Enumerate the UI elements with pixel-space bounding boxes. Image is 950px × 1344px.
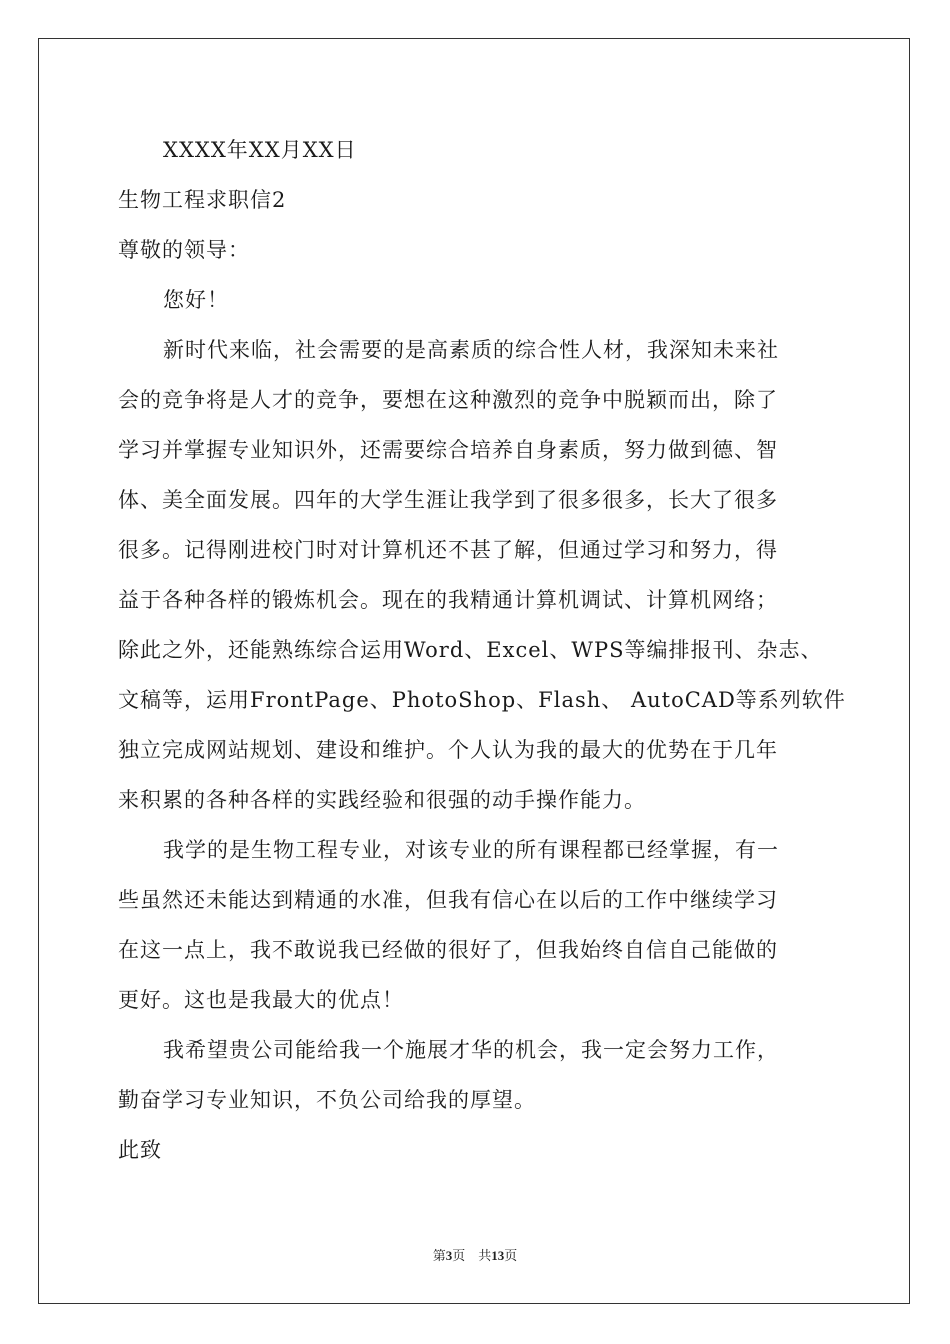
paragraph-1-line: 除此之外，还能熟练综合运用Word、Excel、WPS等编排报刊、杂志、 xyxy=(118,638,823,662)
paragraph-2-line: 我学的是生物工程专业，对该专业的所有课程都已经掌握，有一 xyxy=(163,838,779,862)
date-line: XXXX年XX月XX日 xyxy=(163,138,357,162)
page-suffix: 页 xyxy=(504,1248,518,1263)
page-current: 3 xyxy=(445,1248,453,1263)
closing: 此致 xyxy=(118,1138,162,1162)
letter-title: 生物工程求职信2 xyxy=(118,188,287,212)
paragraph-1-line: 新时代来临，社会需要的是高素质的综合性人材，我深知未来社 xyxy=(163,338,779,362)
paragraph-1-line: 文稿等，运用FrontPage、PhotoShop、Flash、 AutoCAD等系列软件 xyxy=(118,688,846,712)
page-prefix: 第 xyxy=(432,1248,446,1263)
paragraph-1-line: 益于各种各样的锻炼机会。现在的我精通计算机调试、计算机网络； xyxy=(118,588,778,612)
page-number-footer xyxy=(0,1247,950,1265)
paragraph-2-line: 些虽然还未能达到精通的水准，但我有信心在以后的工作中继续学习 xyxy=(118,888,778,912)
paragraph-1-line: 来积累的各种各样的实践经验和很强的动手操作能力。 xyxy=(118,788,646,812)
paragraph-1-line: 体、美全面发展。四年的大学生涯让我学到了很多很多，长大了很多 xyxy=(118,488,778,512)
salutation: 尊敬的领导： xyxy=(118,238,250,262)
paragraph-2-line: 在这一点上，我不敢说我已经做的很好了，但我始终自信自己能做的 xyxy=(118,938,778,962)
paragraph-2-line: 更好。这也是我最大的优点！ xyxy=(118,988,404,1012)
greeting: 您好！ xyxy=(163,288,229,312)
paragraph-1-line: 独立完成网站规划、建设和维护。个人认为我的最大的优势在于几年 xyxy=(118,738,778,762)
paragraph-1-line: 学习并掌握专业知识外，还需要综合培养自身素质，努力做到德、智 xyxy=(118,438,778,462)
page-mid: 页 共 xyxy=(452,1248,492,1263)
paragraph-3-line: 勤奋学习专业知识，不负公司给我的厚望。 xyxy=(118,1088,536,1112)
paragraph-1-line: 会的竞争将是人才的竞争，要想在这种激烈的竞争中脱颖而出，除了 xyxy=(118,388,778,412)
paragraph-1-line: 很多。记得刚进校门时对计算机还不甚了解，但通过学习和努力，得 xyxy=(118,538,778,562)
paragraph-3-line: 我希望贵公司能给我一个施展才华的机会，我一定会努力工作， xyxy=(163,1038,779,1062)
page-total: 13 xyxy=(491,1248,505,1263)
